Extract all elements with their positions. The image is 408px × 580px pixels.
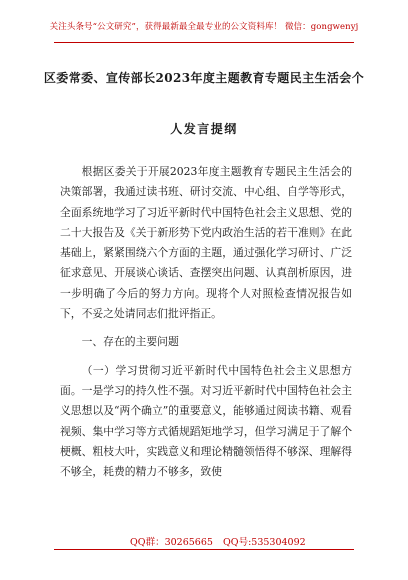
footer-divider [54,549,354,550]
paragraph-intro: 根据区委关于开展2023年度主题教育专题民主生活会的决策部署，我通过读书班、研讨交流、中心组、自学等形式，全面系统地学习了习近平新时代中国特色社会主义思想、党的二十大报告及《关于新形势下党内政治生活的若干准则》在此基础上，紧紧围绕六个方面的主题，通过强化学习研讨、广泛征求意见、开展谈心谈话、查摆突出问题、认真剖析原因，进一步明确了今后的努力方向。现将个人对照检查情况报告如下，不妥之处请同志们批评指正。 [60,165,352,321]
document-title-line1: 区委常委、宣传部长2023年度主题教育专题民主生活会个 [43,71,365,85]
document-body [60,162,352,482]
footer-qq-group: QQ群：30265665 [130,537,213,548]
header-banner: 关注头条号“公文研究”，获得最新最全最专业的公文资料库！ 微信：gongwenyj [49,22,359,32]
paragraph-section-1: （一）学习贯彻习近平新时代中国特色社会主义思想方面。一是学习的持久性不强。对习近平新时代中国特色社会主义思想以及“两个确立”的重要意义，能够通过阅读书籍、观看视频、集中学习等方式循规蹈矩地学习，但学习满足于了解个梗概、粗枝大叶，实践意义和理论精髓领悟得不够深、理解得不够全，耗费的精力不够多，致使 [60,363,352,479]
footer-qq-number: QQ号:535304092 [223,537,306,548]
section-heading: 一、存在的主要问题 [81,335,179,349]
document-title-line2: 人发言提纲 [170,122,238,136]
header-divider [54,42,354,43]
